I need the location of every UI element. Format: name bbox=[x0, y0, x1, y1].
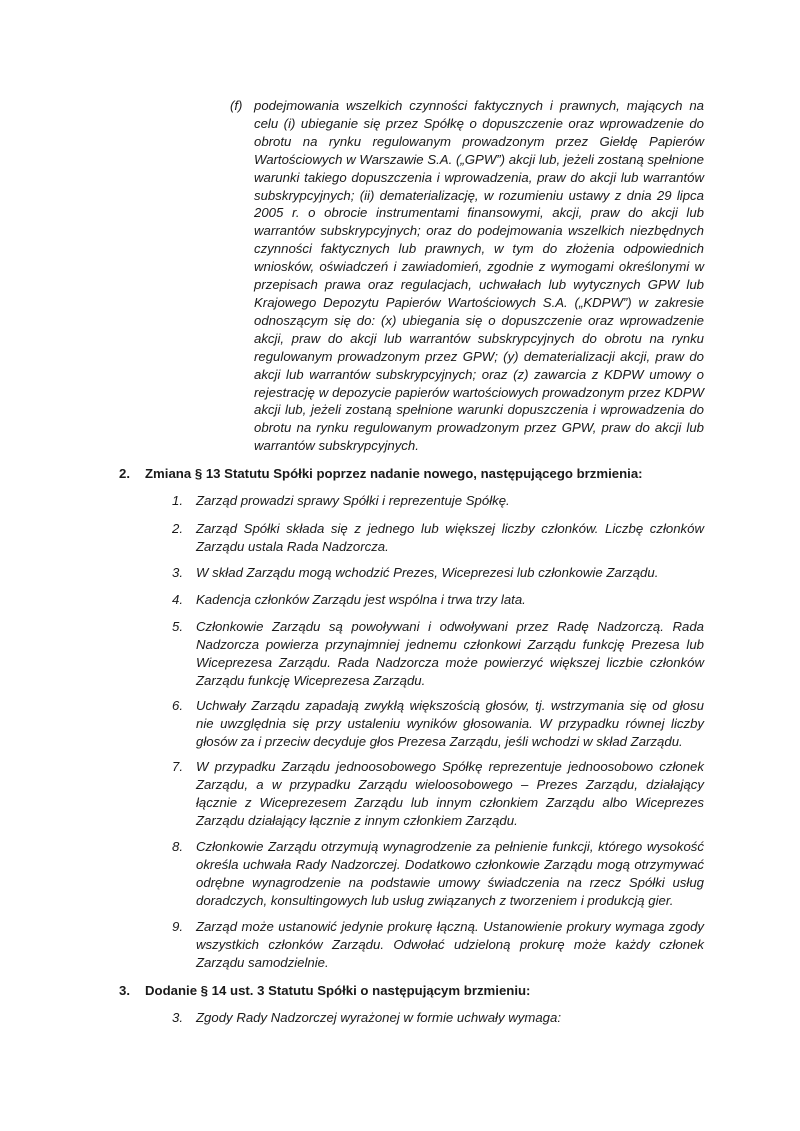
item-number: 8. bbox=[172, 839, 183, 854]
subpoint-label: (f) bbox=[230, 98, 243, 113]
item-number: 3. bbox=[172, 565, 183, 580]
item-number: 7. bbox=[172, 759, 183, 774]
item-text: W skład Zarządu mogą wchodzić Prezes, Wiceprezesi lub członkowie Zarządu. bbox=[196, 565, 659, 580]
item-number: 1. bbox=[172, 493, 183, 508]
item-number: 4. bbox=[172, 592, 183, 607]
item-number: 9. bbox=[172, 919, 183, 934]
item-text: W przypadku Zarządu jednoosobowego Spółkę reprezentuje jednoosobowo członek Zarządu, a w przypadku Zarządu wieloosobowego – Prezes Zarządu, działający łącznie z Wiceprezesem Zarządu lub innym członkiem Zarządu albo Wiceprezes Zarządu działający łącznie z innym członkiem Zarządu. bbox=[196, 759, 704, 828]
item-text: Uchwały Zarządu zapadają zwykłą większością głosów, tj. wstrzymania się od głosu nie uwzględnia się przy ustaleniu wyników głosowania. W przypadku równej liczby głosów za i przeciw decyduje głos Prezesa Zarządu, jeśli wchodzi w skład Zarządu. bbox=[196, 698, 704, 749]
item-number: 6. bbox=[172, 698, 183, 713]
item-number: 5. bbox=[172, 619, 183, 634]
item-number: 3. bbox=[172, 1010, 183, 1025]
item-text: Zarząd może ustanowić jedynie prokurę łączną. Ustanowienie prokury wymaga zgody wszystkich członków Zarządu. Odwołać udzieloną prokurę może każdy członek Zarządu samodzielnie. bbox=[196, 919, 704, 970]
item-text: Zarząd prowadzi sprawy Spółki i reprezentuje Spółkę. bbox=[196, 493, 510, 508]
item-number: 2. bbox=[172, 521, 183, 536]
item-text: Członkowie Zarządu otrzymują wynagrodzenie za pełnienie funkcji, którego wysokość określa uchwała Rady Nadzorczej. Dodatkowo członkowie Zarządu mogą otrzymywać odrębne wynagrodzenie na podstawie umowy świadczenia na rzecz Spółki usług doradczych, konsultingowych lub usług związanych z tworzeniem i produkcją gier. bbox=[196, 839, 704, 908]
section-title: Dodanie § 14 ust. 3 Statutu Spółki o następującym brzmieniu: bbox=[145, 983, 531, 998]
item-text: Zgody Rady Nadzorczej wyrażonej w formie uchwały wymaga: bbox=[196, 1010, 561, 1025]
section-title: Zmiana § 13 Statutu Spółki poprzez nadanie nowego, następującego brzmienia: bbox=[145, 466, 643, 481]
section-number: 3. bbox=[119, 983, 130, 998]
item-text: Zarząd Spółki składa się z jednego lub większej liczby członków. Liczbę członków Zarządu ustala Rada Nadzorcza. bbox=[196, 521, 704, 554]
section-number: 2. bbox=[119, 466, 130, 481]
item-text: Kadencja członków Zarządu jest wspólna i trwa trzy lata. bbox=[196, 592, 526, 607]
subpoint-text: podejmowania wszelkich czynności faktycznych i prawnych, mających na celu (i) ubieganie się przez Spółkę o dopuszczenie oraz wprowadzenie do obrotu na rynku regulowanym prowadzonym przez Giełdę Papierów Wartościowych w Warszawie S.A. („GPW”) akcji lub, jeżeli zostaną spełnione warunki takiego dopuszczenia i wprowadzenia, praw do akcji lub warrantów subskrypcyjnych; (ii) dematerializację, w rozumieniu ustawy z dnia 29 lipca 2005 r. o obrocie instrumentami finansowymi, akcji, praw do akcji lub warrantów subskrypcyjnych; oraz do podejmowania wszelkich niezbędnych czynności faktycznych lub prawnych, w tym do złożenia odpowiednich wniosków, oświadczeń i zawiadomień, zgodnie z wymogami określonymi w przepisach prawa oraz regulacjach, uchwałach lub wytycznych GPW lub Krajowego Depozytu Papierów Wartościowych S.A. („KDPW”) w zakresie odnoszącym się do: (x) ubiegania się o dopuszczenie oraz wprowadzenie akcji, praw do akcji lub warrantów subskrypcyjnych do obrotu na rynku regulowanym prowadzonym przez GPW; (y) dematerializacji akcji, praw do akcji lub warrantów subskrypcyjnych; oraz (z) zawarcia z KDPW umowy o rejestrację w depozycie papierów wartościowych prowadzonym przez KDPW akcji lub, jeżeli zostaną spełnione warunki dopuszczenia i wprowadzenia do obrotu na rynku regulowanym prowadzonym przez GPW, praw do akcji lub warrantów subskrypcyjnych. bbox=[254, 98, 704, 454]
item-text: Członkowie Zarządu są powoływani i odwoływani przez Radę Nadzorczą. Rada Nadzorcza powierza przynajmniej jednemu członkowi Zarządu funkcję Prezesa lub Wiceprezesa Zarządu. Rada Nadzorcza może powierzyć większej liczbie członków Zarządu funkcję Wiceprezesa Zarządu. bbox=[196, 619, 704, 688]
